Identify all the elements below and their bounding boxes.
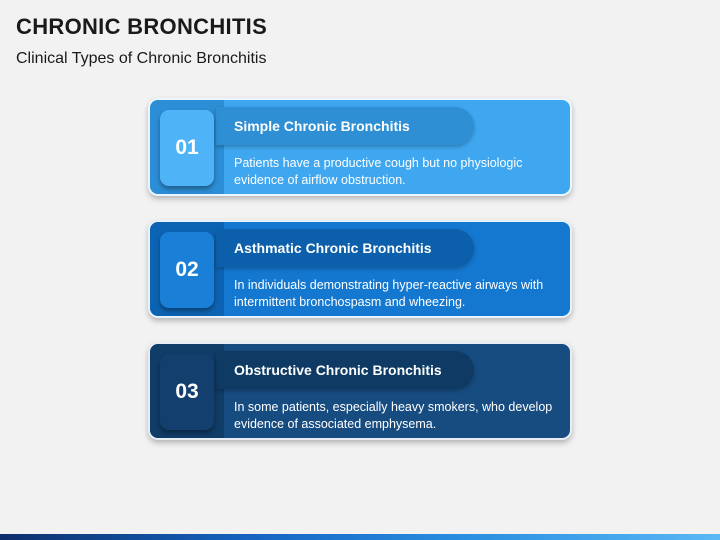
card-heading: Asthmatic Chronic Bronchitis (234, 240, 432, 256)
card-description: In individuals demonstrating hyper-reactive airways with intermittent bronchospasm and wheezing. (234, 278, 544, 309)
bottom-gradient-bar (0, 534, 720, 540)
card-description: In some patients, especially heavy smokers, who develop evidence of associated emphysema. (234, 400, 553, 431)
card-heading: Simple Chronic Bronchitis (234, 118, 410, 134)
type-card-1 (148, 98, 572, 196)
card-heading: Obstructive Chronic Bronchitis (234, 362, 442, 378)
number-badge: 01 (160, 110, 214, 186)
type-card-3 (148, 342, 572, 440)
number-badge: 03 (160, 354, 214, 430)
page-title: CHRONIC BRONCHITIS (16, 14, 268, 39)
page-subtitle: Clinical Types of Chronic Bronchitis (16, 50, 267, 67)
card-description: Patients have a productive cough but no physiologic evidence of airflow obstruction. (234, 156, 523, 187)
number-badge: 02 (160, 232, 214, 308)
type-card-2 (148, 220, 572, 318)
